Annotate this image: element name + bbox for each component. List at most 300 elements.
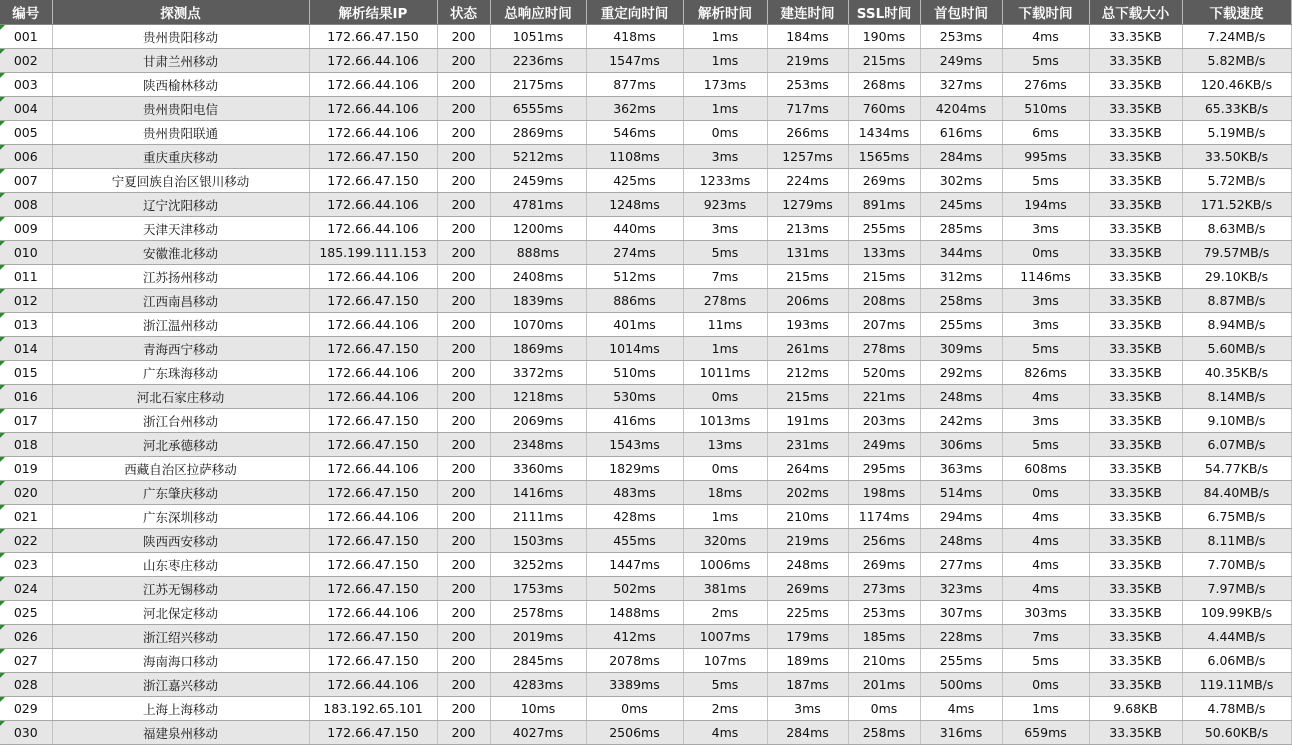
cell-total-time: 10ms: [490, 697, 586, 721]
header-download-time[interactable]: 下载时间: [1002, 0, 1089, 25]
table-row: [0, 193, 1291, 217]
cell-probe-point: 陕西西安移动: [52, 529, 309, 553]
cell-dns-time: 5ms: [683, 673, 767, 697]
cell-download-speed: 5.60MB/s: [1182, 337, 1291, 361]
cell-probe-point: 青海西宁移动: [52, 337, 309, 361]
cell-connect-time: 219ms: [767, 49, 848, 73]
cell-resolved-ip: 172.66.47.150: [309, 169, 437, 193]
cell-ssl-time: 1565ms: [848, 145, 920, 169]
cell-ssl-time: 1434ms: [848, 121, 920, 145]
cell-download-speed: 9.10MB/s: [1182, 409, 1291, 433]
table-row: [0, 577, 1291, 601]
header-total-size[interactable]: 总下载大小: [1089, 0, 1182, 25]
cell-resolved-ip: 172.66.47.150: [309, 409, 437, 433]
cell-dns-time: 13ms: [683, 433, 767, 457]
cell-download-time: 4ms: [1002, 529, 1089, 553]
cell-id: 008: [0, 193, 52, 217]
cell-probe-point: 海南海口移动: [52, 649, 309, 673]
cell-download-time: 5ms: [1002, 649, 1089, 673]
cell-connect-time: 264ms: [767, 457, 848, 481]
cell-resolved-ip: 172.66.44.106: [309, 457, 437, 481]
cell-ssl-time: 133ms: [848, 241, 920, 265]
cell-resolved-ip: 172.66.47.150: [309, 625, 437, 649]
cell-dns-time: 1233ms: [683, 169, 767, 193]
cell-status: 200: [437, 217, 490, 241]
cell-dns-time: 1ms: [683, 337, 767, 361]
cell-connect-time: 206ms: [767, 289, 848, 313]
header-probe-point[interactable]: 探测点: [52, 0, 309, 25]
cell-first-byte-time: 284ms: [920, 145, 1002, 169]
cell-download-speed: 6.06MB/s: [1182, 649, 1291, 673]
cell-dns-time: 381ms: [683, 577, 767, 601]
cell-total-size: 33.35KB: [1089, 25, 1182, 49]
cell-probe-point: 广东肇庆移动: [52, 481, 309, 505]
cell-total-time: 1753ms: [490, 577, 586, 601]
cell-connect-time: 187ms: [767, 673, 848, 697]
cell-dns-time: 1ms: [683, 97, 767, 121]
cell-total-time: 6555ms: [490, 97, 586, 121]
cell-redirect-time: 362ms: [586, 97, 683, 121]
cell-dns-time: 1ms: [683, 25, 767, 49]
cell-total-time: 2408ms: [490, 265, 586, 289]
cell-ssl-time: 201ms: [848, 673, 920, 697]
cell-status: 200: [437, 409, 490, 433]
cell-probe-point: 江苏扬州移动: [52, 265, 309, 289]
cell-total-size: 33.35KB: [1089, 241, 1182, 265]
cell-download-time: 510ms: [1002, 97, 1089, 121]
cell-redirect-time: 510ms: [586, 361, 683, 385]
table-row: [0, 457, 1291, 481]
cell-status: 200: [437, 649, 490, 673]
cell-probe-point: 浙江嘉兴移动: [52, 673, 309, 697]
cell-redirect-time: 1829ms: [586, 457, 683, 481]
cell-total-size: 33.35KB: [1089, 649, 1182, 673]
cell-probe-point: 河北石家庄移动: [52, 385, 309, 409]
cell-download-speed: 54.77KB/s: [1182, 457, 1291, 481]
cell-ssl-time: 258ms: [848, 721, 920, 745]
cell-redirect-time: 877ms: [586, 73, 683, 97]
cell-redirect-time: 274ms: [586, 241, 683, 265]
cell-total-time: 3252ms: [490, 553, 586, 577]
cell-first-byte-time: 285ms: [920, 217, 1002, 241]
cell-id: 026: [0, 625, 52, 649]
cell-download-time: 194ms: [1002, 193, 1089, 217]
cell-first-byte-time: 258ms: [920, 289, 1002, 313]
table-row: [0, 721, 1291, 745]
cell-total-size: 33.35KB: [1089, 337, 1182, 361]
table-row: [0, 697, 1291, 721]
cell-resolved-ip: 172.66.47.150: [309, 337, 437, 361]
cell-total-time: 2459ms: [490, 169, 586, 193]
cell-id: 021: [0, 505, 52, 529]
cell-download-speed: 29.10KB/s: [1182, 265, 1291, 289]
cell-resolved-ip: 172.66.47.150: [309, 433, 437, 457]
cell-total-size: 9.68KB: [1089, 697, 1182, 721]
cell-id: 013: [0, 313, 52, 337]
cell-first-byte-time: 307ms: [920, 601, 1002, 625]
table-row: [0, 361, 1291, 385]
cell-probe-point: 广东珠海移动: [52, 361, 309, 385]
cell-total-size: 33.35KB: [1089, 385, 1182, 409]
cell-status: 200: [437, 49, 490, 73]
cell-total-time: 4283ms: [490, 673, 586, 697]
cell-download-time: 4ms: [1002, 553, 1089, 577]
cell-dns-time: 2ms: [683, 697, 767, 721]
cell-id: 022: [0, 529, 52, 553]
cell-download-speed: 8.63MB/s: [1182, 217, 1291, 241]
cell-ssl-time: 185ms: [848, 625, 920, 649]
cell-ssl-time: 207ms: [848, 313, 920, 337]
cell-first-byte-time: 4204ms: [920, 97, 1002, 121]
header-redirect-time[interactable]: 重定向时间: [586, 0, 683, 25]
cell-dns-time: 11ms: [683, 313, 767, 337]
cell-status: 200: [437, 265, 490, 289]
cell-first-byte-time: 248ms: [920, 385, 1002, 409]
cell-resolved-ip: 172.66.44.106: [309, 385, 437, 409]
header-total-time[interactable]: 总响应时间: [490, 0, 586, 25]
table-row: [0, 121, 1291, 145]
header-status[interactable]: 状态: [437, 0, 490, 25]
cell-download-time: 4ms: [1002, 25, 1089, 49]
cell-total-size: 33.35KB: [1089, 49, 1182, 73]
table-row: [0, 241, 1291, 265]
cell-status: 200: [437, 721, 490, 745]
cell-connect-time: 248ms: [767, 553, 848, 577]
cell-download-speed: 8.87MB/s: [1182, 289, 1291, 313]
cell-id: 006: [0, 145, 52, 169]
cell-download-time: 5ms: [1002, 433, 1089, 457]
cell-redirect-time: 3389ms: [586, 673, 683, 697]
cell-ssl-time: 203ms: [848, 409, 920, 433]
cell-redirect-time: 401ms: [586, 313, 683, 337]
cell-download-speed: 119.11MB/s: [1182, 673, 1291, 697]
table-row: [0, 409, 1291, 433]
cell-probe-point: 安徽淮北移动: [52, 241, 309, 265]
cell-ssl-time: 278ms: [848, 337, 920, 361]
cell-connect-time: 131ms: [767, 241, 848, 265]
cell-connect-time: 1257ms: [767, 145, 848, 169]
cell-resolved-ip: 172.66.44.106: [309, 73, 437, 97]
cell-download-speed: 109.99KB/s: [1182, 601, 1291, 625]
cell-probe-point: 贵州贵阳联通: [52, 121, 309, 145]
cell-id: 023: [0, 553, 52, 577]
cell-dns-time: 3ms: [683, 145, 767, 169]
cell-ssl-time: 891ms: [848, 193, 920, 217]
cell-dns-time: 7ms: [683, 265, 767, 289]
cell-download-speed: 7.24MB/s: [1182, 25, 1291, 49]
cell-status: 200: [437, 145, 490, 169]
cell-total-size: 33.35KB: [1089, 289, 1182, 313]
cell-connect-time: 219ms: [767, 529, 848, 553]
cell-id: 009: [0, 217, 52, 241]
cell-redirect-time: 512ms: [586, 265, 683, 289]
cell-total-size: 33.35KB: [1089, 721, 1182, 745]
cell-probe-point: 浙江台州移动: [52, 409, 309, 433]
cell-redirect-time: 440ms: [586, 217, 683, 241]
cell-dns-time: 2ms: [683, 601, 767, 625]
cell-status: 200: [437, 193, 490, 217]
table-row: [0, 265, 1291, 289]
cell-total-time: 5212ms: [490, 145, 586, 169]
cell-download-speed: 171.52KB/s: [1182, 193, 1291, 217]
cell-redirect-time: 1248ms: [586, 193, 683, 217]
cell-ssl-time: 269ms: [848, 169, 920, 193]
header-download-speed[interactable]: 下载速度: [1182, 0, 1291, 25]
cell-download-speed: 8.11MB/s: [1182, 529, 1291, 553]
table-row: [0, 481, 1291, 505]
cell-download-speed: 5.72MB/s: [1182, 169, 1291, 193]
cell-total-size: 33.35KB: [1089, 409, 1182, 433]
cell-id: 029: [0, 697, 52, 721]
cell-total-size: 33.35KB: [1089, 481, 1182, 505]
cell-redirect-time: 455ms: [586, 529, 683, 553]
cell-probe-point: 河北承德移动: [52, 433, 309, 457]
table-row: [0, 649, 1291, 673]
cell-probe-point: 山东枣庄移动: [52, 553, 309, 577]
cell-status: 200: [437, 289, 490, 313]
cell-dns-time: 1013ms: [683, 409, 767, 433]
cell-connect-time: 212ms: [767, 361, 848, 385]
cell-probe-point: 广东深圳移动: [52, 505, 309, 529]
cell-probe-point: 宁夏回族自治区银川移动: [52, 169, 309, 193]
cell-ssl-time: 190ms: [848, 25, 920, 49]
cell-dns-time: 923ms: [683, 193, 767, 217]
cell-resolved-ip: 172.66.47.150: [309, 649, 437, 673]
cell-status: 200: [437, 25, 490, 49]
cell-dns-time: 278ms: [683, 289, 767, 313]
cell-probe-point: 福建泉州移动: [52, 721, 309, 745]
cell-redirect-time: 1108ms: [586, 145, 683, 169]
cell-total-size: 33.35KB: [1089, 361, 1182, 385]
cell-resolved-ip: 172.66.47.150: [309, 721, 437, 745]
cell-first-byte-time: 4ms: [920, 697, 1002, 721]
cell-connect-time: 269ms: [767, 577, 848, 601]
table-row: [0, 49, 1291, 73]
cell-ssl-time: 221ms: [848, 385, 920, 409]
cell-resolved-ip: 172.66.44.106: [309, 193, 437, 217]
cell-total-size: 33.35KB: [1089, 625, 1182, 649]
cell-ssl-time: 0ms: [848, 697, 920, 721]
cell-redirect-time: 1543ms: [586, 433, 683, 457]
header-first-byte-time[interactable]: 首包时间: [920, 0, 1002, 25]
cell-first-byte-time: 253ms: [920, 25, 1002, 49]
cell-redirect-time: 2078ms: [586, 649, 683, 673]
cell-download-time: 3ms: [1002, 217, 1089, 241]
cell-id: 001: [0, 25, 52, 49]
cell-id: 011: [0, 265, 52, 289]
cell-resolved-ip: 172.66.44.106: [309, 361, 437, 385]
cell-id: 012: [0, 289, 52, 313]
cell-status: 200: [437, 241, 490, 265]
table-row: [0, 385, 1291, 409]
cell-resolved-ip: 172.66.47.150: [309, 25, 437, 49]
cell-dns-time: 1ms: [683, 505, 767, 529]
cell-download-speed: 33.50KB/s: [1182, 145, 1291, 169]
table-row: [0, 433, 1291, 457]
cell-status: 200: [437, 505, 490, 529]
cell-download-time: 608ms: [1002, 457, 1089, 481]
table-row: [0, 625, 1291, 649]
cell-redirect-time: 2506ms: [586, 721, 683, 745]
cell-probe-point: 甘肃兰州移动: [52, 49, 309, 73]
cell-dns-time: 1ms: [683, 49, 767, 73]
cell-connect-time: 215ms: [767, 265, 848, 289]
cell-total-time: 1051ms: [490, 25, 586, 49]
cell-download-time: 995ms: [1002, 145, 1089, 169]
cell-download-speed: 40.35KB/s: [1182, 361, 1291, 385]
cell-resolved-ip: 172.66.44.106: [309, 49, 437, 73]
cell-probe-point: 贵州贵阳电信: [52, 97, 309, 121]
cell-download-time: 659ms: [1002, 721, 1089, 745]
cell-total-size: 33.35KB: [1089, 193, 1182, 217]
cell-resolved-ip: 183.192.65.101: [309, 697, 437, 721]
cell-probe-point: 浙江温州移动: [52, 313, 309, 337]
cell-first-byte-time: 312ms: [920, 265, 1002, 289]
cell-first-byte-time: 344ms: [920, 241, 1002, 265]
cell-ssl-time: 1174ms: [848, 505, 920, 529]
cell-dns-time: 5ms: [683, 241, 767, 265]
cell-connect-time: 184ms: [767, 25, 848, 49]
cell-redirect-time: 483ms: [586, 481, 683, 505]
cell-redirect-time: 0ms: [586, 697, 683, 721]
cell-total-time: 1416ms: [490, 481, 586, 505]
cell-total-size: 33.35KB: [1089, 529, 1182, 553]
cell-resolved-ip: 172.66.44.106: [309, 97, 437, 121]
table-row: [0, 601, 1291, 625]
cell-ssl-time: 295ms: [848, 457, 920, 481]
cell-connect-time: 231ms: [767, 433, 848, 457]
cell-ssl-time: 256ms: [848, 529, 920, 553]
header-ssl-time[interactable]: SSL时间: [848, 0, 920, 25]
cell-redirect-time: 1447ms: [586, 553, 683, 577]
cell-total-size: 33.35KB: [1089, 169, 1182, 193]
cell-id: 004: [0, 97, 52, 121]
cell-total-time: 2578ms: [490, 601, 586, 625]
cell-probe-point: 天津天津移动: [52, 217, 309, 241]
cell-download-time: 4ms: [1002, 577, 1089, 601]
cell-dns-time: 18ms: [683, 481, 767, 505]
cell-id: 014: [0, 337, 52, 361]
cell-first-byte-time: 323ms: [920, 577, 1002, 601]
cell-download-time: 3ms: [1002, 313, 1089, 337]
cell-status: 200: [437, 553, 490, 577]
cell-total-size: 33.35KB: [1089, 433, 1182, 457]
cell-total-size: 33.35KB: [1089, 73, 1182, 97]
cell-resolved-ip: 185.199.111.153: [309, 241, 437, 265]
cell-connect-time: 261ms: [767, 337, 848, 361]
cell-status: 200: [437, 529, 490, 553]
cell-resolved-ip: 172.66.47.150: [309, 529, 437, 553]
cell-connect-time: 224ms: [767, 169, 848, 193]
cell-total-size: 33.35KB: [1089, 145, 1182, 169]
cell-first-byte-time: 255ms: [920, 313, 1002, 337]
cell-probe-point: 辽宁沈阳移动: [52, 193, 309, 217]
table-row: [0, 145, 1291, 169]
cell-redirect-time: 546ms: [586, 121, 683, 145]
table-header: [0, 0, 1291, 25]
cell-dns-time: 1006ms: [683, 553, 767, 577]
cell-resolved-ip: 172.66.47.150: [309, 481, 437, 505]
cell-total-size: 33.35KB: [1089, 673, 1182, 697]
cell-download-speed: 50.60KB/s: [1182, 721, 1291, 745]
cell-resolved-ip: 172.66.44.106: [309, 313, 437, 337]
table-row: [0, 97, 1291, 121]
cell-connect-time: 179ms: [767, 625, 848, 649]
cell-total-time: 1070ms: [490, 313, 586, 337]
header-id[interactable]: 编号: [0, 0, 52, 25]
cell-download-speed: 7.97MB/s: [1182, 577, 1291, 601]
cell-redirect-time: 530ms: [586, 385, 683, 409]
cell-total-time: 4781ms: [490, 193, 586, 217]
table-row: [0, 529, 1291, 553]
cell-total-time: 4027ms: [490, 721, 586, 745]
cell-total-time: 888ms: [490, 241, 586, 265]
header-resolved-ip[interactable]: 解析结果IP: [309, 0, 437, 25]
cell-id: 015: [0, 361, 52, 385]
cell-total-size: 33.35KB: [1089, 577, 1182, 601]
table-row: [0, 505, 1291, 529]
cell-total-size: 33.35KB: [1089, 505, 1182, 529]
cell-first-byte-time: 309ms: [920, 337, 1002, 361]
cell-id: 024: [0, 577, 52, 601]
cell-first-byte-time: 292ms: [920, 361, 1002, 385]
cell-first-byte-time: 302ms: [920, 169, 1002, 193]
cell-connect-time: 284ms: [767, 721, 848, 745]
cell-connect-time: 191ms: [767, 409, 848, 433]
cell-redirect-time: 1014ms: [586, 337, 683, 361]
cell-dns-time: 4ms: [683, 721, 767, 745]
cell-probe-point: 西藏自治区拉萨移动: [52, 457, 309, 481]
header-row: [0, 0, 1291, 25]
cell-resolved-ip: 172.66.44.106: [309, 601, 437, 625]
cell-id: 002: [0, 49, 52, 73]
cell-total-time: 2869ms: [490, 121, 586, 145]
cell-probe-point: 江西南昌移动: [52, 289, 309, 313]
cell-dns-time: 107ms: [683, 649, 767, 673]
cell-first-byte-time: 255ms: [920, 649, 1002, 673]
cell-download-speed: 7.70MB/s: [1182, 553, 1291, 577]
cell-probe-point: 江苏无锡移动: [52, 577, 309, 601]
cell-connect-time: 215ms: [767, 385, 848, 409]
cell-download-time: 3ms: [1002, 289, 1089, 313]
cell-id: 018: [0, 433, 52, 457]
cell-id: 005: [0, 121, 52, 145]
cell-download-time: 5ms: [1002, 337, 1089, 361]
cell-first-byte-time: 363ms: [920, 457, 1002, 481]
cell-first-byte-time: 616ms: [920, 121, 1002, 145]
cell-status: 200: [437, 73, 490, 97]
cell-resolved-ip: 172.66.44.106: [309, 217, 437, 241]
header-dns-time[interactable]: 解析时间: [683, 0, 767, 25]
cell-total-time: 3360ms: [490, 457, 586, 481]
cell-id: 020: [0, 481, 52, 505]
cell-connect-time: 202ms: [767, 481, 848, 505]
cell-download-time: 5ms: [1002, 49, 1089, 73]
cell-status: 200: [437, 481, 490, 505]
header-connect-time[interactable]: 建连时间: [767, 0, 848, 25]
cell-download-time: 1146ms: [1002, 265, 1089, 289]
cell-redirect-time: 412ms: [586, 625, 683, 649]
cell-redirect-time: 416ms: [586, 409, 683, 433]
cell-download-speed: 4.78MB/s: [1182, 697, 1291, 721]
cell-download-speed: 6.75MB/s: [1182, 505, 1291, 529]
cell-total-time: 1200ms: [490, 217, 586, 241]
cell-id: 030: [0, 721, 52, 745]
cell-total-size: 33.35KB: [1089, 97, 1182, 121]
cell-id: 016: [0, 385, 52, 409]
table-body: [0, 25, 1291, 745]
table-row: [0, 169, 1291, 193]
